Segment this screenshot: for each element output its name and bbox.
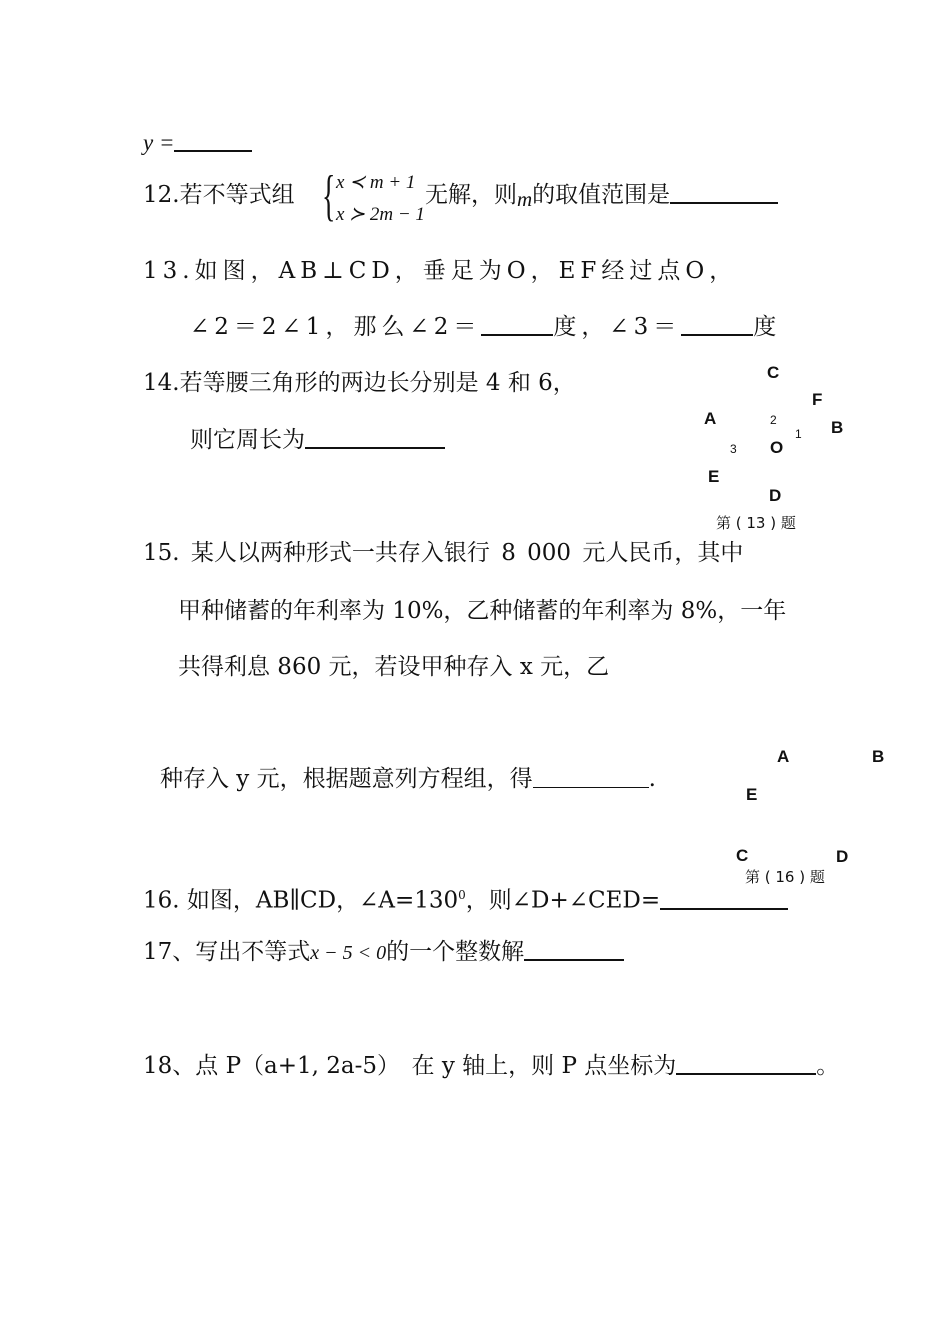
q16-label-c: C [736, 846, 749, 865]
q16-label-e: E [746, 785, 758, 804]
q16-label-a: A [777, 747, 790, 766]
q16-text: 16. 如图，AB∥CD，∠A=130 [143, 887, 459, 914]
q18-line [143, 1051, 839, 1081]
q12-inequality-2: x ≻ 2m − 1 [336, 204, 425, 225]
q13-label-d: D [769, 486, 782, 505]
q17-lead: 17、写出不等式 [143, 939, 311, 965]
q12-inequality-1: x ≺ m + 1 [336, 172, 416, 193]
q11-prefix: y = [143, 130, 175, 155]
q13-angle2-blank[interactable] [481, 334, 553, 336]
q15-line2: 甲种储蓄的年利率为 10%，乙种储蓄的年利率为 8%，一年 [178, 598, 787, 624]
q13-line2-a: ∠2＝2∠1，那么∠2＝ [190, 314, 482, 340]
q18-text: 18、点 P（a+1, 2a-5） 在 y 轴上，则 P 点坐标为 [143, 1053, 677, 1079]
q12-text-after: 无解，则 [425, 182, 517, 208]
q13-label-c: C [767, 363, 780, 382]
q12-brace: { [322, 165, 336, 227]
q13-line2 [190, 312, 781, 342]
q17-expr: x − 5 < 0 [310, 942, 387, 964]
q13-line2-b: 度，∠3＝ [553, 314, 682, 340]
q17-answer-blank[interactable] [524, 959, 624, 961]
q12-number: 12. [143, 182, 180, 208]
q11-line [143, 128, 252, 158]
q15-line4 [160, 764, 656, 794]
q13-angle-3: 3 [730, 442, 737, 456]
q13-line2-c: 度 [753, 314, 782, 340]
q14-line2 [190, 425, 445, 455]
q15-line4-end: . [648, 766, 656, 792]
q16-line [143, 880, 788, 916]
q14-line1: 14.若等腰三角形的两边长分别是 4 和 6， [143, 370, 576, 396]
q13-label-e: E [708, 467, 720, 486]
q12-lead: 若不等式组 [179, 182, 295, 208]
q17-tail: 的一个整数解 [386, 939, 525, 965]
q12-line [143, 180, 295, 210]
q13-label-f: F [812, 390, 823, 409]
q13-label-a: A [704, 409, 717, 428]
q13-angle3-blank[interactable] [681, 334, 753, 336]
q12-answer-blank[interactable] [670, 202, 778, 204]
q15-line3: 共得利息 860 元，若设甲种存入 x 元，乙 [178, 654, 610, 680]
q17-line [143, 937, 624, 968]
q18-end: 。 [816, 1053, 840, 1079]
q13-angle-2: 2 [770, 413, 777, 427]
q13-angle-1: 1 [795, 427, 802, 441]
q16-caption: 第 ( 16 ) 题 [745, 868, 825, 886]
q16-degree-mark: 0 [458, 888, 466, 902]
q16-label-d: D [836, 847, 849, 866]
q15-answer-blank[interactable] [533, 787, 649, 788]
q13-label-o: O [770, 438, 784, 457]
q15-line4-text: 种存入 y 元，根据题意列方程组，得 [160, 766, 533, 792]
q13-label-b: B [831, 418, 844, 437]
q12-tail-line [425, 180, 778, 214]
q13-line1: 13.如图，AB⊥CD，垂足为O，EF经过点O， [143, 258, 738, 284]
q16-text2: ，则∠D+∠CED= [465, 887, 661, 914]
q16-answer-blank[interactable] [660, 908, 788, 910]
q14-answer-blank[interactable] [305, 447, 445, 449]
q18-answer-blank[interactable] [676, 1073, 816, 1075]
q14-line2-text: 则它周长为 [190, 427, 305, 453]
q15-line1: 15. 某人以两种形式一共存入银行 8 000 元人民币，其中 [143, 540, 744, 566]
q12-tail: 的取值范围是 [532, 182, 671, 208]
q12-var: m [517, 187, 533, 211]
q11-answer-blank[interactable] [174, 150, 252, 152]
q13-caption: 第 ( 13 ) 题 [716, 514, 796, 532]
q16-label-b: B [872, 747, 885, 766]
